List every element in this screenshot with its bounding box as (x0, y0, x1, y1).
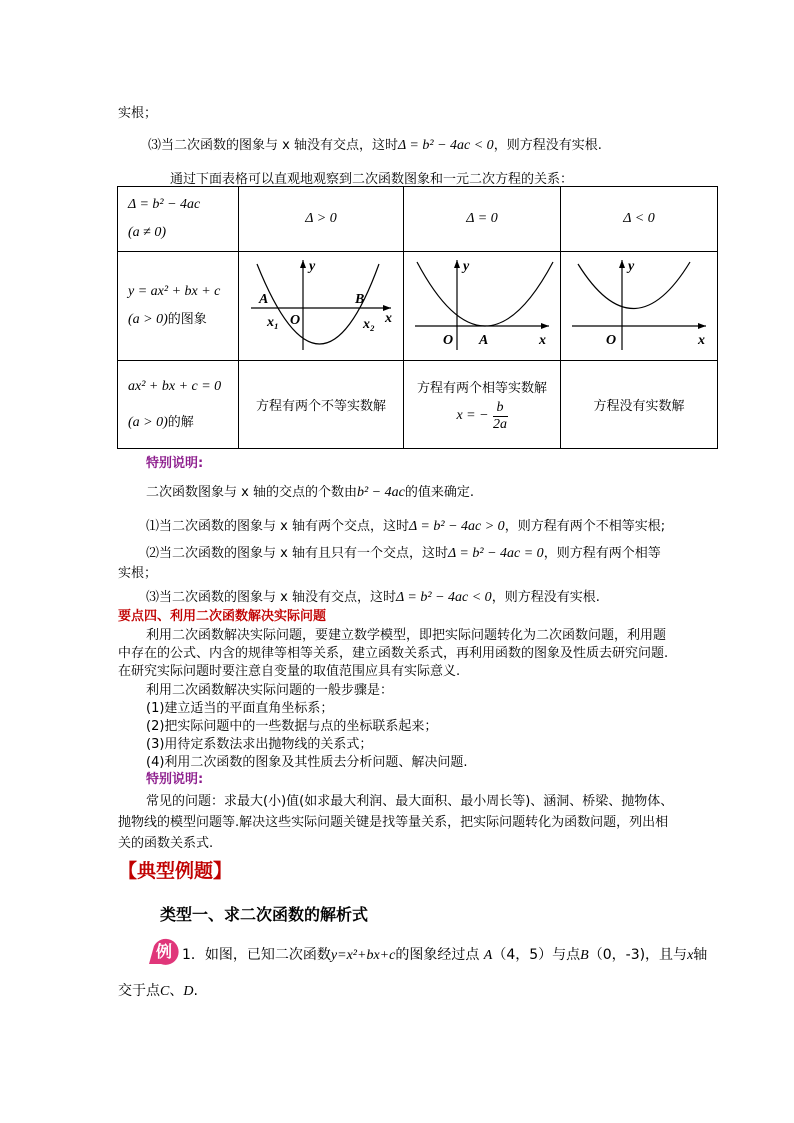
cell-delta-lt: Δ < 0 (561, 187, 718, 252)
section-heading: 要点四、利用二次函数解决实际问题 (118, 609, 327, 624)
point-b-label: B (355, 292, 365, 307)
question-1-line1: 1．如图，已知二次函数y=x²+bx+c的图象经过点 A（4，5）与点B（0，-3)，且与x轴 (182, 947, 708, 963)
text-line: 实根； (118, 566, 158, 581)
badge-label: 例 (155, 942, 173, 961)
step-item: (3)用待定系数法求出抛物线的关系式； (146, 737, 373, 752)
graph-two-roots (239, 252, 404, 361)
graph-no-root (561, 252, 718, 361)
text-line: 关的函数关系式. (118, 836, 214, 851)
text-line: 抛物线的模型问题等.解决这些实际问题关键是找等量关系，把实际问题转化为函数问题，列出相 (118, 815, 669, 830)
text-line: 中存在的公式、内含的规律等相等关系，建立函数关系式，再利用函数的图象及性质去研究问题. (118, 646, 669, 661)
graph-one-root (404, 252, 561, 361)
step-item: (4)利用二次函数的图象及其性质去分析问题、解决问题. (146, 755, 468, 770)
text-line: 利用二次函数解决实际问题的一般步骤是： (146, 683, 394, 698)
cell-delta-gt: Δ > 0 (239, 187, 404, 252)
examples-heading: 【典型例题】 (118, 860, 233, 882)
origin-label: O (606, 333, 617, 348)
parabola-one-root (407, 254, 557, 354)
header-graph: y = ax² + bx + c (a > 0)的图象 (118, 252, 239, 361)
cell-two-equal: 方程有两个相等实数解 x = − $\frac{b}{2a}$ (404, 361, 561, 449)
axis-y-label: y (628, 259, 635, 274)
step-item: (1)建立适当的平面直角坐标系； (146, 701, 334, 716)
text-line: 常见的问题：求最大(小)值(如求最大利润、最大面积、最小周长等)、涵洞、桥梁、抛物体、 (146, 794, 674, 809)
text-line: ⑵当二次函数的图象与 x 轴有且只有一个交点，这时Δ = b² − 4ac = 0，则方程有两个相等 (146, 546, 661, 561)
table-intro: 通过下面表格可以直观地观察到二次函数图象和一元二次方程的关系： (170, 172, 574, 187)
text-line: ⑶当二次函数的图象与 x 轴没有交点，这时Δ = b² − 4ac < 0，则方程没有实根. (146, 590, 600, 605)
note-label: 特别说明: (146, 772, 204, 787)
cell-no-solution: 方程没有实数解 (561, 361, 718, 449)
note-label: 特别说明: (146, 456, 204, 471)
axis-x-label: x (539, 333, 546, 348)
step-item: (2)把实际问题中的一些数据与点的坐标联系起来； (146, 719, 438, 734)
axis-y-label: y (309, 259, 316, 274)
parabola-two-roots (241, 254, 401, 354)
text-line: 利用二次函数解决实际问题，要建立数学模型，即把实际问题转化为二次函数问题，利用题 (146, 628, 667, 643)
text-line: ⑴当二次函数的图象与 x 轴有两个交点，这时Δ = b² − 4ac > 0，则方程有两个不相等实根; (146, 519, 666, 534)
root-x2-label: x₂ (363, 317, 375, 332)
text-line: ⑶当二次函数的图象与 x 轴没有交点，这时Δ = b² − 4ac < 0，则方程没有实根. (148, 138, 602, 153)
point-a-label: A (259, 292, 269, 307)
axis-x-label: x (385, 311, 392, 326)
example-badge-icon (146, 934, 180, 968)
text-line: 在研究实际问题时要注意自变量的取值范围应具有实际意义. (118, 664, 461, 679)
text-line: 实根； (118, 106, 158, 121)
header-delta: Δ = b² − 4ac (a ≠ 0) (118, 187, 239, 252)
axis-x-label: x (698, 333, 705, 348)
parabola-no-root (564, 254, 714, 354)
origin-label: O (290, 313, 301, 328)
type-heading: 类型一、求二次函数的解析式 (160, 905, 369, 924)
cell-two-distinct: 方程有两个不等实数解 (239, 361, 404, 449)
cell-delta-eq: Δ = 0 (404, 187, 561, 252)
comparison-table (117, 186, 718, 449)
point-a-label: A (479, 333, 489, 348)
root-x1-label: x₁ (267, 315, 279, 330)
origin-label: O (443, 333, 454, 348)
header-solution: ax² + bx + c = 0 (a > 0)的解 (118, 361, 239, 449)
text-line: 二次函数图象与 x 轴的交点的个数由b² − 4ac的值来确定. (146, 485, 474, 500)
axis-y-label: y (463, 259, 470, 274)
question-1-line2: 交于点C、D. (118, 983, 198, 999)
